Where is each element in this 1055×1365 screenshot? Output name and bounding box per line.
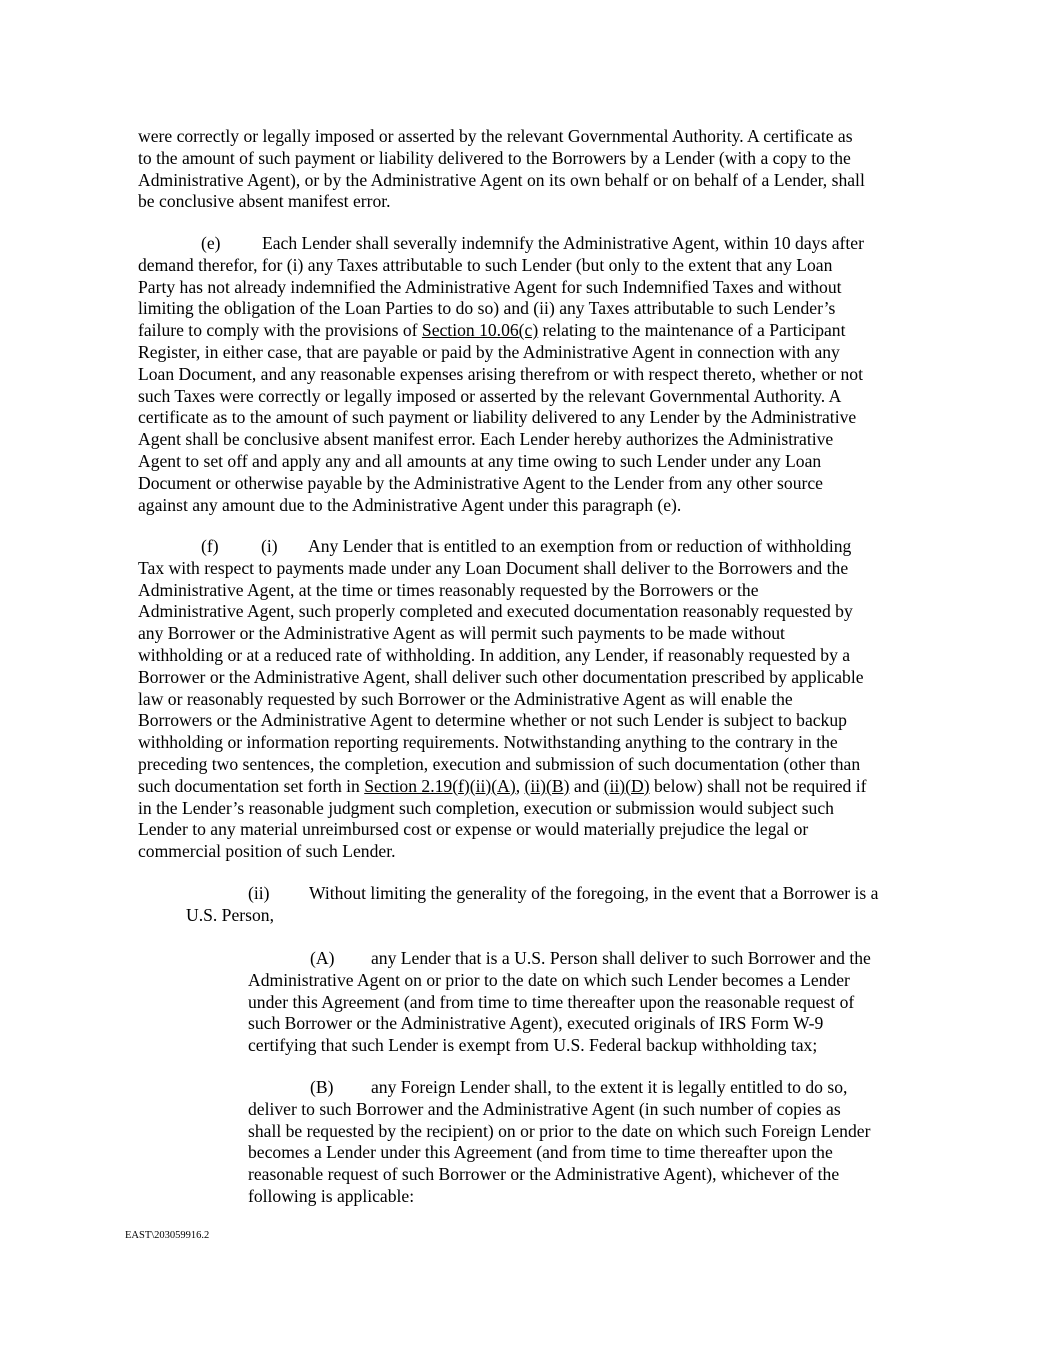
- text-line: [186, 883, 878, 905]
- paragraph-e: [138, 233, 864, 516]
- text-line: be conclusive absent manifest error.: [138, 191, 391, 212]
- text-line: certificate as to the amount of such payment or liability delivered to any Lender by the Administrative: [138, 407, 857, 428]
- text-line: withholding or at a reduced rate of withholding. In addition, any Lender, if reasonably requested by a: [138, 644, 851, 665]
- text-segment: any Lender that is a U.S. Person shall deliver to such Borrower and the: [371, 948, 871, 968]
- text-line: demand therefor, for (i) any Taxes attributable to such Lender (but only to the extent that any Loan: [138, 254, 833, 275]
- paragraph-B: [248, 1077, 870, 1208]
- text-segment: Without limiting the generality of the foregoing, in the event that a Borrower is a: [309, 883, 879, 903]
- text-segment: Any Lender that is entitled to an exemption from or reduction of withholding: [308, 536, 852, 556]
- text-line: Administrative Agent on or prior to the date on which such Lender becomes a Lender: [248, 969, 850, 990]
- text-line: Administrative Agent), or by the Administrative Agent on its own behalf or on behalf of a Lender, shall: [138, 169, 865, 190]
- text-line: [138, 233, 864, 255]
- paragraph-f: [138, 536, 867, 863]
- text-line: following is applicable:: [248, 1185, 415, 1206]
- paragraph-label: (e): [201, 233, 221, 253]
- text-line: Borrowers or the Administrative Agent to determine whether or not such Lender is subject to backup: [138, 710, 847, 731]
- text-line: U.S. Person,: [186, 904, 274, 925]
- paragraph-label: (f): [201, 536, 219, 556]
- text-line: Agent shall be conclusive absent manifest error. Each Lender hereby authorizes the Administrative: [138, 429, 834, 450]
- text-line: [138, 320, 864, 342]
- text-line: under this Agreement (and from time to time thereafter upon the reasonable request of: [248, 991, 855, 1012]
- text-line: Lender to any material unreimbursed cost or expense or would materially prejudice the legal or: [138, 819, 809, 840]
- text-line: Party has not already indemnified the Administrative Agent for such Indemnified Taxes and without: [138, 276, 842, 297]
- paragraph-continuation: [138, 126, 865, 213]
- text-segment: failure to comply with the provisions of: [138, 320, 422, 341]
- text-segment: any Foreign Lender shall, to the extent it is legally entitled to do so,: [371, 1077, 848, 1097]
- text-line: [138, 776, 867, 798]
- text-line: Administrative Agent, at the time or times reasonably requested by the Borrowers or the: [138, 579, 759, 600]
- text-line: were correctly or legally imposed or asserted by the relevant Governmental Authority. A certificate as: [138, 126, 853, 146]
- text-line: deliver to such Borrower and the Administrative Agent (in such number of copies as: [248, 1098, 841, 1119]
- document-id-footer: EAST\203059916.2: [125, 1230, 210, 1241]
- text-line: preceding two sentences, the completion, execution and submission of such documentation (other than: [138, 753, 861, 774]
- text-line: such Borrower or the Administrative Agent), executed originals of IRS Form W-9: [248, 1013, 824, 1034]
- text-line: limiting the obligation of the Loan Parties to do so) and (ii) any Taxes attributable to such Lender’s: [138, 298, 836, 319]
- text-line: reasonable request of such Borrower or the Administrative Agent), whichever of the: [248, 1164, 840, 1185]
- text-line: Document or otherwise payable by the Administrative Agent to the Lender from any other source: [138, 472, 823, 493]
- text-line: [138, 536, 867, 558]
- clause-label: (A): [310, 948, 335, 968]
- text-segment: ,: [515, 775, 525, 796]
- text-line: [248, 1077, 870, 1099]
- subparagraph-label: (ii): [248, 883, 270, 903]
- text-line: shall be requested by the recipient) on or prior to the date on which such Foreign Lender: [248, 1120, 871, 1141]
- text-line: withholding or information reporting requirements. Notwithstanding anything to the contrary in the: [138, 732, 838, 753]
- text-line: Loan Document, and any reasonable expenses arising therefrom or with respect thereto, whether or not: [138, 363, 863, 384]
- text-line: any Borrower or the Administrative Agent as will permit such payments to be made without: [138, 623, 785, 644]
- text-line: law or reasonably requested by such Borrower or the Administrative Agent as will enable the: [138, 688, 793, 709]
- text-line: Borrower or the Administrative Agent, shall deliver such other documentation prescribed by applicable: [138, 666, 864, 687]
- paragraph-A: [248, 948, 871, 1057]
- text-segment: Each Lender shall severally indemnify the Administrative Agent, within 10 days after: [262, 233, 864, 253]
- section-reference-link[interactable]: Section 2.19(f)(ii)(A): [364, 775, 516, 796]
- clause-label: (B): [310, 1077, 334, 1097]
- text-segment: relating to the maintenance of a Participant: [538, 320, 846, 341]
- paragraph-ii: [186, 883, 878, 927]
- text-segment: such documentation set forth in: [138, 775, 365, 796]
- text-line: [248, 948, 871, 970]
- section-reference-link[interactable]: Section 10.06(c): [421, 320, 539, 341]
- text-line: in the Lender’s reasonable judgment such completion, execution or submission would subject such: [138, 797, 834, 818]
- text-line: to the amount of such payment or liability delivered to the Borrowers by a Lender (with a copy to the: [138, 147, 851, 168]
- text-line: commercial position of such Lender.: [138, 841, 396, 862]
- text-line: against any amount due to the Administrative Agent under this paragraph (e).: [138, 494, 682, 515]
- text-line: Tax with respect to payments made under any Loan Document shall deliver to the Borrowers and the: [138, 557, 849, 578]
- text-line: Administrative Agent, such properly completed and executed documentation reasonably requested by: [138, 601, 853, 622]
- text-line: such Taxes were correctly or legally imposed or asserted by the relevant Governmental Authority. A: [138, 385, 842, 406]
- text-line: Agent to set off and apply any and all amounts at any time owing to such Lender under any Loan: [138, 450, 822, 471]
- text-line: certifying that such Lender is exempt from U.S. Federal backup withholding tax;: [248, 1035, 818, 1056]
- text-line: becomes a Lender under this Agreement (and from time to time thereafter upon the: [248, 1142, 833, 1163]
- text-segment: and: [569, 775, 604, 796]
- text-segment: below) shall not be required if: [649, 775, 867, 796]
- section-reference-link[interactable]: (ii)(D): [603, 775, 650, 796]
- section-reference-link[interactable]: (ii)(B): [524, 775, 570, 796]
- text-line: Register, in either case, that are payable or paid by the Administrative Agent in connection with any: [138, 341, 840, 362]
- subparagraph-label: (i): [261, 536, 278, 556]
